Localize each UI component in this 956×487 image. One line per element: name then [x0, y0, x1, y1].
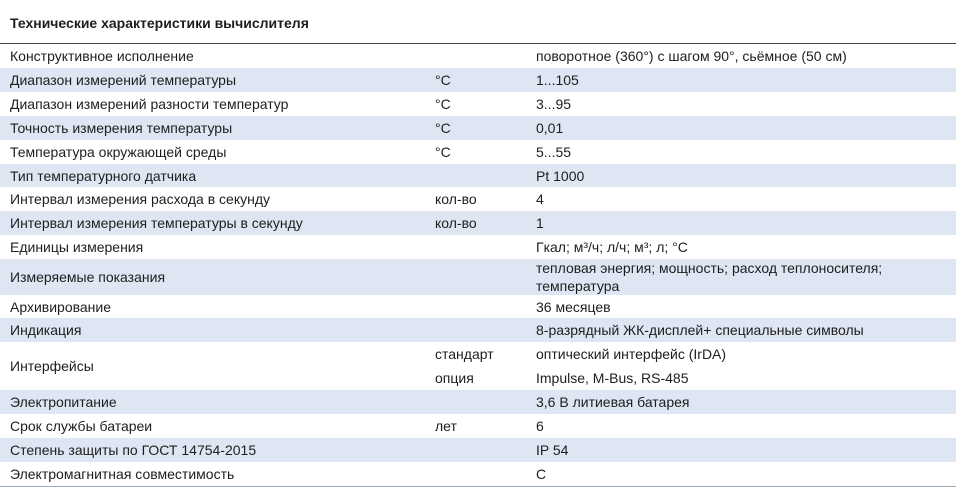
param-cell: Степень защиты по ГОСТ 14754-2015 [0, 438, 431, 462]
unit-cell: °С [431, 68, 531, 92]
unit-cell: кол-во [431, 211, 531, 235]
param-cell: Интервал измерения расхода в секунду [10, 191, 271, 207]
value-cell: Гкал; м³/ч; л/ч; м³; л; °С [536, 239, 688, 255]
table-row [0, 414, 956, 438]
value-cell: оптический интерфейс (IrDA) [536, 346, 727, 362]
value-cell: 1 [531, 211, 956, 235]
param-cell: Диапазон измерений температуры [0, 68, 431, 92]
table-title: Технические характеристики вычислителя [10, 15, 309, 31]
param-cell: Точность измерения температуры [0, 116, 431, 140]
param-cell: Диапазон измерений разности температур [10, 96, 289, 112]
unit-cell: °С [435, 144, 451, 160]
table-row [0, 390, 956, 414]
table-row [0, 259, 956, 295]
value-cell: 8-разрядный ЖК-дисплей+ специальные символы [531, 318, 956, 342]
table-row [0, 92, 956, 116]
unit-cell [431, 235, 531, 259]
unit-cell: °С [431, 116, 531, 140]
table-row [0, 116, 956, 140]
param-cell: Интервал измерения температуры в секунду [0, 211, 431, 235]
value-cell: 5...55 [536, 144, 572, 160]
table-row [0, 164, 956, 187]
value-cell: 4 [536, 191, 544, 207]
value-cell: 3...95 [536, 96, 572, 112]
value-cell: 36 месяцев [536, 298, 611, 315]
unit-cell [431, 318, 531, 342]
unit-cell: лет [435, 418, 457, 434]
param-cell: Тип температурного датчика [0, 164, 431, 187]
table-row [0, 140, 956, 164]
table-row [0, 438, 956, 462]
unit-cell [431, 295, 531, 318]
param-cell: Архивирование [10, 298, 112, 315]
table-row [0, 187, 956, 211]
value-cell: Impulse, M-Bus, RS-485 [536, 370, 689, 386]
table-row [0, 44, 956, 68]
table-row [0, 211, 956, 235]
table-row [0, 235, 956, 259]
unit-cell [431, 44, 531, 68]
param-cell: Конструктивное исполнение [10, 48, 194, 64]
unit-cell [431, 164, 531, 187]
unit-cell: кол-во [435, 191, 477, 207]
specs-table [0, 44, 956, 487]
param-cell: Электромагнитная совместимость [0, 462, 431, 487]
param-cell: Срок службы батареи [10, 418, 153, 434]
param-cell: Измеряемые показания [0, 259, 431, 295]
table-row [0, 68, 956, 92]
table-row [0, 295, 956, 318]
value-cell: 6 [536, 418, 544, 434]
value-cell: 0,01 [531, 116, 956, 140]
unit-cell [431, 390, 531, 414]
unit-cell: стандарт [435, 346, 494, 362]
unit-cell: °С [435, 96, 451, 112]
value-cell: IP 54 [531, 438, 956, 462]
value-cell: С [531, 462, 956, 487]
param-cell: Интерфейсы [10, 358, 94, 374]
value-cell: тепловая энергия; мощность; расход теплоносителя; температура [531, 259, 956, 295]
param-cell: Электропитание [0, 390, 431, 414]
table-row [0, 318, 956, 342]
value-cell: Pt 1000 [531, 164, 956, 187]
value-cell: 3,6 В литиевая батарея [531, 390, 956, 414]
value-cell: 1...105 [531, 68, 956, 92]
unit-cell [431, 462, 531, 487]
param-cell: Индикация [0, 318, 431, 342]
table-row [0, 462, 956, 487]
table-row [0, 342, 956, 366]
unit-cell [431, 259, 531, 295]
value-cell: поворотное (360°) с шагом 90°, сьёмное (50 см) [536, 48, 847, 64]
unit-cell [431, 438, 531, 462]
param-cell: Единицы измерения [10, 239, 144, 255]
unit-cell: опция [435, 370, 474, 386]
param-cell: Температура окружающей среды [10, 144, 227, 160]
